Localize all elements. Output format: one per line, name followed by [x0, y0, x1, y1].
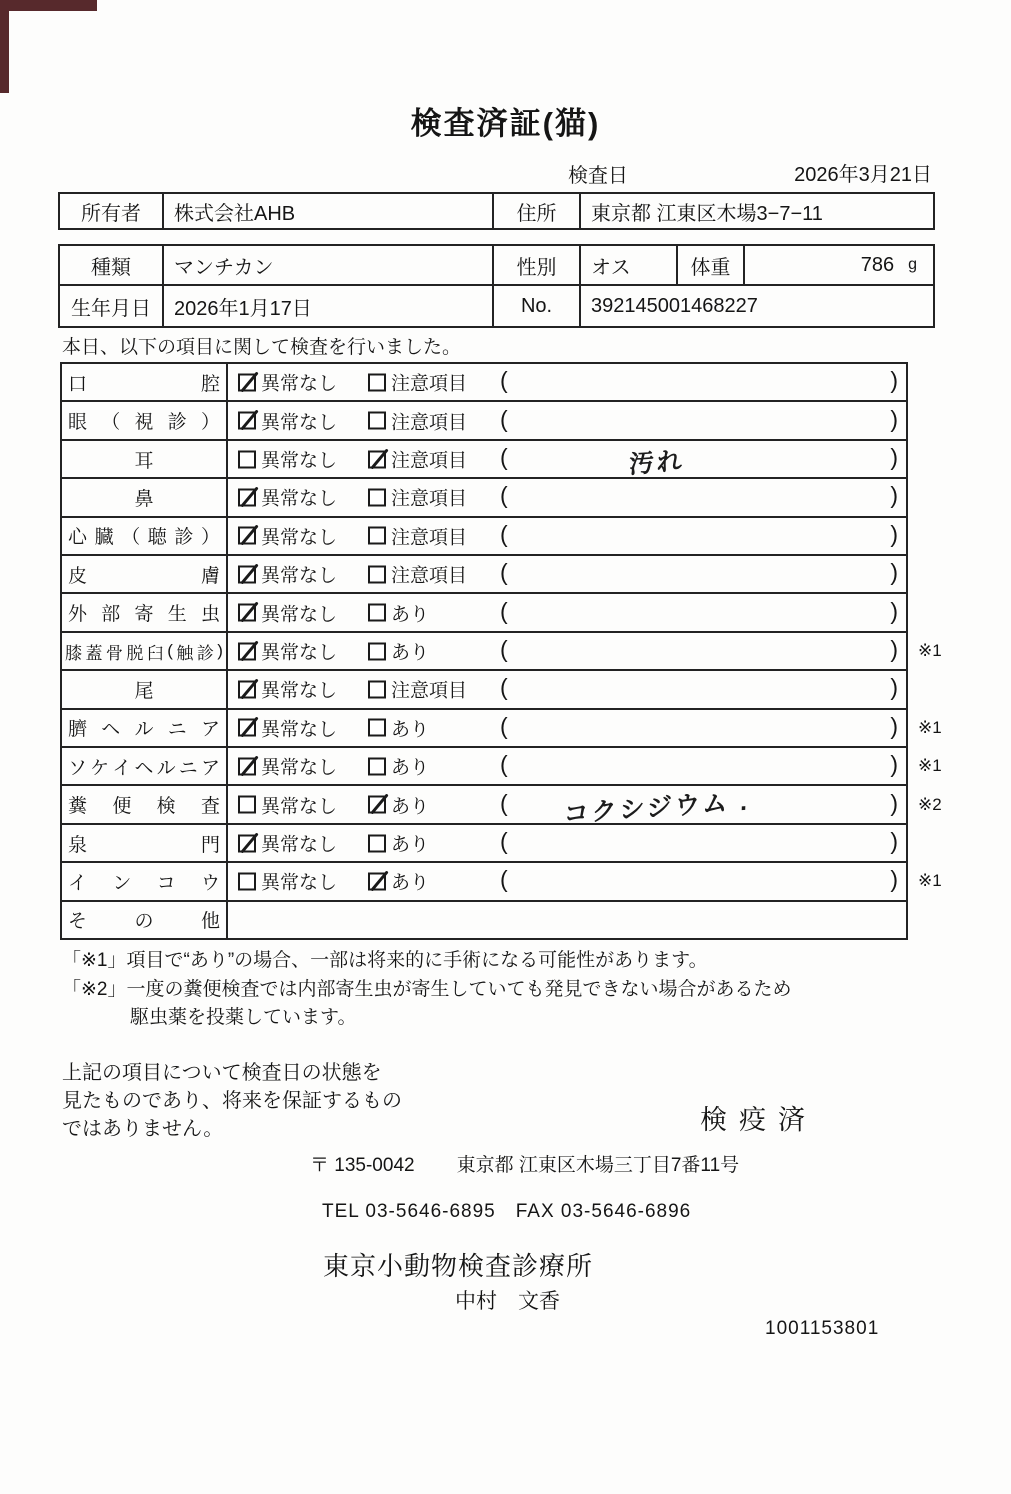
reference-marker: ※1: [918, 641, 942, 661]
quarantine-stamp: 検疫済: [700, 1105, 817, 1135]
item-label: 尾: [62, 671, 228, 707]
weight-cell: [745, 246, 933, 284]
option-normal-label: 異常なし: [261, 527, 338, 549]
item-label: そ の 他: [62, 902, 228, 938]
item-label: 鼻: [62, 479, 228, 515]
paren-open: (: [500, 751, 508, 778]
item-label: 耳: [62, 441, 228, 477]
reference-marker: [910, 902, 956, 938]
option-normal: [238, 369, 337, 396]
checkbox-normal-icon: [238, 450, 256, 468]
paren-open: (: [500, 597, 508, 624]
checkbox-normal-icon: [238, 834, 256, 852]
serial-number: 1001153801: [765, 1318, 880, 1339]
footnote-2: 「※2」一度の糞便検査では内部寄生虫が寄生していても発見できない場合があるため: [62, 979, 792, 1000]
reference-marker: [910, 594, 956, 630]
checkbox-attention-icon: [368, 527, 386, 545]
option-normal-label: 異常なし: [261, 642, 338, 664]
paren-open: (: [500, 367, 508, 394]
table-row: [62, 863, 942, 901]
checkbox-attention-icon: [368, 796, 386, 814]
address-value: 東京都 江東区木場3−7−11: [591, 202, 823, 225]
option-normal: [238, 522, 337, 549]
option-attention: [368, 446, 467, 473]
row-content: [228, 479, 906, 515]
checkbox-normal-icon: [238, 527, 256, 545]
paren-close: ): [890, 866, 898, 893]
row-content: [228, 902, 906, 938]
option-normal-label: 異常なし: [261, 373, 338, 395]
option-normal-label: 異常なし: [261, 450, 338, 472]
table-row: [62, 556, 906, 594]
table-row: [62, 633, 942, 671]
paren-open: (: [500, 405, 508, 432]
checkbox-attention-icon: [368, 450, 386, 468]
checkbox-normal-icon: [238, 719, 256, 737]
checkbox-attention-icon: [368, 642, 386, 660]
checkbox-attention-icon: [368, 872, 386, 890]
row-content: [228, 786, 906, 830]
option-attention-label: あり: [391, 872, 430, 894]
scan-corner-mark-vertical: [0, 0, 9, 93]
phone-fax: TEL 03-5646-6895 FAX 03-5646-6896: [322, 1201, 692, 1222]
paren-open: (: [500, 482, 508, 509]
paren-open: (: [500, 789, 508, 816]
checkbox-normal-icon: [238, 488, 256, 506]
item-label: 皮 膚: [62, 556, 228, 592]
table-row: [62, 364, 906, 402]
paren-close: ): [890, 520, 898, 547]
option-attention-label: あり: [391, 834, 430, 856]
option-normal-label: 異常なし: [261, 757, 338, 779]
option-attention-label: 注意項目: [391, 450, 468, 472]
option-attention-label: 注意項目: [391, 527, 468, 549]
checkbox-attention-icon: [368, 757, 386, 775]
checkbox-normal-icon: [238, 565, 256, 583]
item-label: 口 腔: [62, 364, 228, 400]
paren-open: (: [500, 713, 508, 740]
paren-close: ): [890, 751, 898, 778]
option-attention-label: 注意項目: [391, 488, 468, 510]
item-label: 糞 便 検 査: [62, 786, 228, 822]
handwritten-note: [518, 356, 795, 375]
checkbox-attention-icon: [368, 412, 386, 430]
no-label: No.: [494, 286, 581, 326]
row-content: [228, 441, 906, 477]
option-attention: [368, 791, 429, 818]
option-normal: [238, 561, 337, 588]
reference-marker: [910, 825, 956, 861]
checkbox-attention-icon: [368, 680, 386, 698]
birth-label: 生年月日: [60, 286, 164, 326]
weight-label: 体重: [678, 246, 745, 284]
breed-value: マンチカン: [164, 246, 494, 284]
weight-unit: g: [908, 256, 917, 273]
checkbox-normal-icon: [238, 412, 256, 430]
weight-value: 786: [860, 253, 895, 276]
option-attention-label: 注意項目: [391, 373, 468, 395]
option-attention: [368, 753, 429, 780]
option-attention: [368, 714, 429, 741]
scan-corner-mark-horizontal: [0, 0, 97, 11]
table-row: [62, 518, 906, 556]
paren-open: (: [500, 520, 508, 547]
pet-info-table: [58, 244, 935, 328]
address-label: 住所: [494, 194, 581, 228]
option-normal: [238, 830, 337, 857]
option-attention-label: あり: [391, 604, 430, 626]
option-attention: [368, 868, 429, 895]
reference-marker: [910, 441, 956, 477]
disclaimer-line-2: 見たものであり、将来を保証するもの: [62, 1090, 402, 1112]
paren-close: ): [890, 674, 898, 701]
paren-open: (: [500, 866, 508, 893]
sex-value: オス: [581, 246, 678, 284]
clinic-address-line: [310, 1150, 739, 1177]
veterinarian-name: 中村 文香: [455, 1290, 560, 1313]
table-row: [62, 479, 906, 517]
checkup-table: [60, 362, 942, 940]
clinic-name: 東京小動物検査診療所: [323, 1251, 594, 1281]
checkbox-normal-icon: [238, 872, 256, 890]
option-normal: [238, 484, 337, 511]
paren-open: (: [500, 674, 508, 701]
paren-close: ): [890, 597, 898, 624]
option-normal: [238, 407, 337, 434]
option-attention: [368, 599, 429, 626]
option-attention: [368, 638, 429, 665]
option-normal: [238, 446, 337, 473]
reference-marker: [910, 479, 956, 515]
handwritten-note: 汚れ: [628, 446, 686, 479]
exam-date-value: 2026年3月21日: [794, 164, 932, 186]
page-title: 検査済証(猫): [410, 106, 601, 141]
option-normal: [238, 714, 337, 741]
option-attention-label: 注意項目: [391, 565, 468, 587]
table-row: [62, 786, 942, 830]
checkbox-normal-icon: [238, 642, 256, 660]
exam-date-label: 検査日: [568, 165, 628, 187]
option-attention-label: あり: [391, 757, 430, 779]
row-content: [228, 671, 906, 707]
paren-close: ): [890, 444, 898, 471]
reference-marker: ※1: [918, 717, 942, 737]
paren-close: ): [890, 789, 898, 816]
checkbox-attention-icon: [368, 834, 386, 852]
row-content: [228, 863, 906, 899]
row-content: [228, 364, 906, 400]
row-content: [228, 748, 906, 784]
paren-close: ): [890, 367, 898, 394]
item-label: ソ ケ イ ヘ ル ニ ア: [62, 748, 228, 784]
reference-marker: [910, 671, 956, 707]
option-normal-label: 異常なし: [261, 488, 338, 510]
sex-label: 性別: [494, 246, 581, 284]
owner-name: 株式会社AHB: [164, 194, 494, 228]
option-normal: [238, 599, 337, 626]
option-normal-label: 異常なし: [261, 412, 338, 434]
paren-close: ): [890, 405, 898, 432]
handwritten-note: コクシジウム .: [563, 787, 751, 830]
option-attention-label: あり: [391, 796, 430, 818]
paren-close: ): [890, 828, 898, 855]
option-attention: [368, 484, 467, 511]
checkbox-attention-icon: [368, 604, 386, 622]
no-value: 392145001468227: [591, 294, 758, 317]
reference-marker: [910, 556, 956, 592]
footnote-1: 「※1」項目で“あり”の場合、一部は将来的に手術になる可能性があります。: [62, 950, 708, 971]
reference-marker: [910, 518, 956, 554]
clinic-address: 東京都 江東区木場三丁目7番11号: [456, 1155, 740, 1176]
option-normal-label: 異常なし: [261, 565, 338, 587]
option-attention: [368, 830, 429, 857]
option-attention-label: 注意項目: [391, 680, 468, 702]
intro-text: 本日、以下の項目に関して検査を行いました。: [62, 337, 462, 358]
checkbox-normal-icon: [238, 796, 256, 814]
reference-marker: ※2: [918, 794, 942, 814]
birth-value: 2026年1月17日: [164, 286, 494, 326]
row-content: [228, 518, 906, 554]
option-normal-label: 異常なし: [261, 796, 338, 818]
option-attention-label: あり: [391, 719, 430, 741]
item-label: 泉 門: [62, 825, 228, 861]
table-row: [62, 594, 906, 632]
option-normal: [238, 868, 337, 895]
owner-table: [58, 192, 935, 230]
checkbox-attention-icon: [368, 719, 386, 737]
paren-open: (: [500, 444, 508, 471]
item-label: 膝 蓋 骨 脱 臼 ( 触 診 ): [62, 633, 228, 669]
row-content: [228, 633, 906, 669]
footnote-2-continued: 駆虫薬を投薬しています。: [130, 1007, 357, 1028]
paren-open: (: [500, 559, 508, 586]
item-label: 外 部 寄 生 虫: [62, 594, 228, 630]
option-normal: [238, 791, 337, 818]
paren-close: ): [890, 482, 898, 509]
row-content: [228, 710, 906, 746]
checkbox-attention-icon: [368, 488, 386, 506]
option-attention: [368, 561, 467, 588]
table-row: [62, 671, 906, 709]
option-normal-label: 異常なし: [261, 680, 338, 702]
option-attention-label: 注意項目: [391, 412, 468, 434]
reference-marker: ※1: [918, 756, 942, 776]
item-label: 眼 （ 視 診 ）: [62, 402, 228, 438]
disclaimer-line-3: ではありません。: [62, 1118, 224, 1140]
checkbox-normal-icon: [238, 373, 256, 391]
row-content: [228, 556, 906, 592]
paren-close: ): [890, 636, 898, 663]
item-label: 心 臓 （ 聴 診 ）: [62, 518, 228, 554]
item-label: イ ン コ ウ: [62, 863, 228, 899]
owner-label: 所有者: [60, 194, 164, 228]
breed-label: 種類: [60, 246, 164, 284]
table-row: [62, 902, 906, 938]
checkbox-attention-icon: [368, 565, 386, 583]
option-normal-label: 異常なし: [261, 834, 338, 856]
paren-open: (: [500, 636, 508, 663]
disclaimer-line-1: 上記の項目について検査日の状態を: [62, 1062, 382, 1084]
row-content: [228, 594, 906, 630]
paren-open: (: [500, 828, 508, 855]
row-content: [228, 402, 906, 438]
postal-code: 〒 135-0042: [310, 1155, 415, 1176]
option-normal: [238, 753, 337, 780]
checkbox-attention-icon: [368, 373, 386, 391]
row-content: [228, 825, 906, 861]
table-row: [62, 441, 906, 479]
option-normal: [238, 676, 337, 703]
reference-marker: [910, 364, 956, 400]
option-attention-label: あり: [391, 642, 430, 664]
paren-close: ): [890, 713, 898, 740]
option-normal-label: 異常なし: [261, 604, 338, 626]
table-row: [62, 710, 942, 748]
checkbox-normal-icon: [238, 680, 256, 698]
option-attention: [368, 407, 467, 434]
option-normal-label: 異常なし: [261, 719, 338, 741]
checkbox-normal-icon: [238, 604, 256, 622]
checkbox-normal-icon: [238, 757, 256, 775]
reference-marker: [910, 402, 956, 438]
option-normal: [238, 638, 337, 665]
item-label: 臍 ヘ ル ニ ア: [62, 710, 228, 746]
paren-close: ): [890, 559, 898, 586]
option-attention: [368, 522, 467, 549]
table-row: [62, 825, 906, 863]
option-attention: [368, 676, 467, 703]
option-attention: [368, 369, 467, 396]
reference-marker: ※1: [918, 871, 942, 891]
option-normal-label: 異常なし: [261, 872, 338, 894]
